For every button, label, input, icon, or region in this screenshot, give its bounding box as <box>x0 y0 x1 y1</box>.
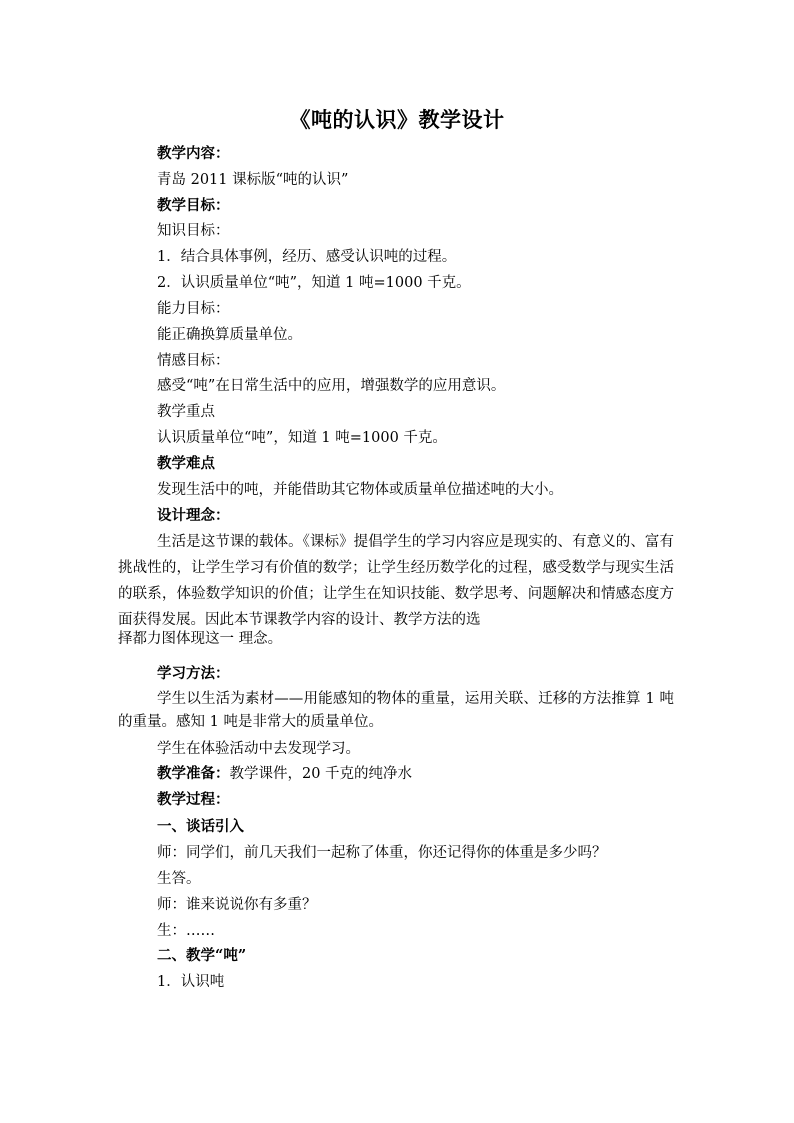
difficulty-text: 发现生活中的吨，并能借助其它物体或质量单位描述吨的大小。 <box>157 482 563 498</box>
section-2-heading: 二、教学“吨” <box>157 947 247 964</box>
preparation-text: 教学课件，20 千克的纯净水 <box>229 766 413 782</box>
document-title: 《吨的认识》教学设计 <box>289 107 505 132</box>
ability-goal-text: 能正确换算质量单位。 <box>157 327 302 343</box>
preparation-heading: 教学准备： <box>157 765 230 782</box>
goal-heading: 教学目标： <box>157 197 230 214</box>
ability-goal-label: 能力目标： <box>157 301 230 317</box>
difficulty-heading: 教学难点 <box>157 455 215 472</box>
method-heading: 学习方法： <box>157 665 230 682</box>
process-heading: 教学过程： <box>157 791 230 808</box>
dialog-line-3: 师：谁来说说你有多重？ <box>157 897 317 913</box>
concept-paragraph-end: 择都力图体现这一 理念。 <box>118 631 283 647</box>
dialog-line-2: 生答。 <box>157 871 201 887</box>
method-paragraph-2: 学生在体验活动中去发现学习。 <box>157 741 360 757</box>
goal-item-2: 2．认识质量单位“吨”，知道 1 吨=1000 千克。 <box>157 275 471 291</box>
emotion-goal-label: 情感目标： <box>157 353 230 369</box>
content-heading: 教学内容： <box>157 145 230 162</box>
step-1: 1．认识吨 <box>157 974 225 990</box>
emotion-goal-text: 感受“吨”在日常生活中的应用，增强数学的应用意识。 <box>157 378 506 394</box>
dialog-line-4: 生：…… <box>157 923 215 939</box>
concept-paragraph: 生活是这节课的载体。《课标》提倡学生的学习内容应是现实的、有意义的、富有挑战性的，让学生学习有价值的数学；让学生经历数学化的过程，感受数学与现实生活的联系，体验数学知识的价值；让学生在知识技能、数学思考、问题解决和情感态度方面获得发展。因此本节课教学内容的设计、教学方法的选 <box>118 534 674 628</box>
key-point-text: 认识质量单位“吨”，知道 1 吨=1000 千克。 <box>157 430 447 446</box>
content-text: 青岛 2011 课标版“吨的认识” <box>157 172 349 188</box>
knowledge-goal-label: 知识目标： <box>157 223 230 239</box>
method-paragraph: 学生以生活为素材——用能感知的物体的重量，运用关联、迁移的方法推算 1 吨的重量。感知 1 吨是非常大的质量单位。 <box>118 691 674 730</box>
goal-item-1: 1．结合具体事例，经历、感受认识吨的过程。 <box>157 249 457 265</box>
section-1-heading: 一、谈话引入 <box>157 818 244 835</box>
key-point-heading: 教学重点 <box>157 404 215 420</box>
dialog-line-1: 师：同学们，前几天我们一起称了体重，你还记得你的体重是多少吗？ <box>157 845 607 861</box>
preparation-line <box>157 764 412 784</box>
concept-heading: 设计理念： <box>157 507 230 524</box>
